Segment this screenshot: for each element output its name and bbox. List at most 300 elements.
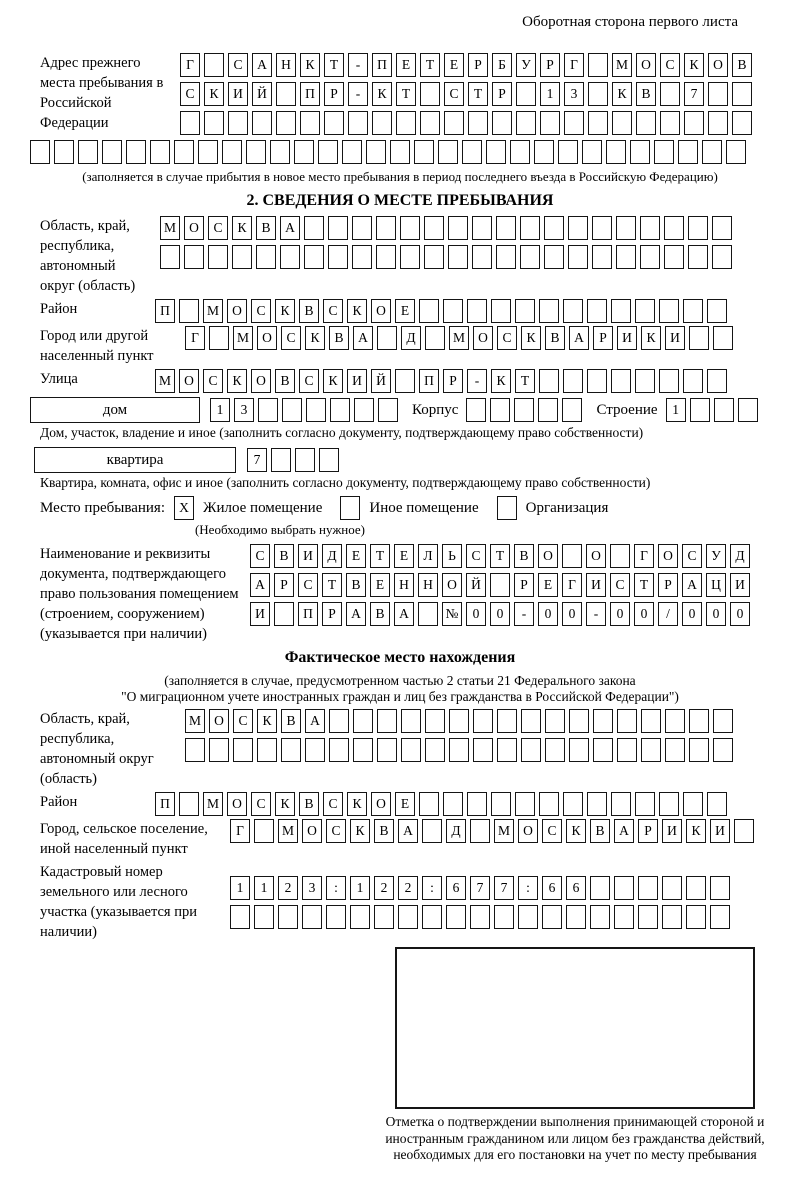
- char-cell[interactable]: [665, 738, 685, 762]
- char-cell[interactable]: 1: [254, 876, 274, 900]
- char-cell[interactable]: [473, 738, 493, 762]
- char-cell[interactable]: -: [348, 82, 368, 106]
- char-cell[interactable]: [689, 709, 709, 733]
- char-cell[interactable]: Р: [540, 53, 560, 77]
- char-cell[interactable]: [179, 792, 199, 816]
- char-cell[interactable]: С: [233, 709, 253, 733]
- char-cell[interactable]: [590, 876, 610, 900]
- char-cell[interactable]: А: [280, 216, 300, 240]
- char-cell[interactable]: [54, 140, 74, 164]
- char-cell[interactable]: [514, 398, 534, 422]
- char-cell[interactable]: [444, 111, 464, 135]
- char-cell[interactable]: А: [250, 573, 270, 597]
- char-cell[interactable]: В: [514, 544, 534, 568]
- char-cell[interactable]: Г: [230, 819, 250, 843]
- char-cell[interactable]: [588, 82, 608, 106]
- char-cell[interactable]: [587, 792, 607, 816]
- char-cell[interactable]: [295, 448, 315, 472]
- char-cell[interactable]: Е: [538, 573, 558, 597]
- char-cell[interactable]: В: [274, 544, 294, 568]
- char-cell[interactable]: К: [491, 369, 511, 393]
- char-cell[interactable]: 0: [538, 602, 558, 626]
- char-cell[interactable]: 1: [230, 876, 250, 900]
- char-cell[interactable]: В: [299, 299, 319, 323]
- char-cell[interactable]: [401, 709, 421, 733]
- char-cell[interactable]: [366, 140, 386, 164]
- char-cell[interactable]: О: [708, 53, 728, 77]
- char-cell[interactable]: [712, 245, 732, 269]
- char-cell[interactable]: [563, 369, 583, 393]
- char-cell[interactable]: П: [155, 299, 175, 323]
- char-cell[interactable]: [330, 398, 350, 422]
- char-cell[interactable]: [420, 111, 440, 135]
- char-cell[interactable]: [398, 905, 418, 929]
- char-cell[interactable]: В: [370, 602, 390, 626]
- char-cell[interactable]: [616, 216, 636, 240]
- char-cell[interactable]: [254, 905, 274, 929]
- char-cell[interactable]: Н: [418, 573, 438, 597]
- char-cell[interactable]: В: [590, 819, 610, 843]
- char-cell[interactable]: К: [232, 216, 252, 240]
- char-cell[interactable]: В: [299, 792, 319, 816]
- char-cell[interactable]: М: [203, 299, 223, 323]
- char-cell[interactable]: [468, 111, 488, 135]
- char-cell[interactable]: [496, 216, 516, 240]
- char-cell[interactable]: О: [251, 369, 271, 393]
- char-cell[interactable]: Г: [564, 53, 584, 77]
- char-cell[interactable]: [271, 448, 291, 472]
- char-cell[interactable]: [270, 140, 290, 164]
- char-cell[interactable]: 7: [470, 876, 490, 900]
- char-cell[interactable]: И: [710, 819, 730, 843]
- char-cell[interactable]: Р: [274, 573, 294, 597]
- char-cell[interactable]: К: [641, 326, 661, 350]
- char-cell[interactable]: С: [323, 792, 343, 816]
- char-cell[interactable]: [198, 140, 218, 164]
- char-cell[interactable]: [424, 245, 444, 269]
- char-cell[interactable]: Д: [401, 326, 421, 350]
- char-cell[interactable]: [588, 53, 608, 77]
- char-cell[interactable]: [180, 111, 200, 135]
- char-cell[interactable]: 0: [634, 602, 654, 626]
- char-cell[interactable]: К: [347, 792, 367, 816]
- char-cell[interactable]: [689, 326, 709, 350]
- char-cell[interactable]: [610, 544, 630, 568]
- char-cell[interactable]: О: [179, 369, 199, 393]
- char-cell[interactable]: [318, 140, 338, 164]
- char-cell[interactable]: 7: [684, 82, 704, 106]
- char-cell[interactable]: [472, 216, 492, 240]
- char-cell[interactable]: [276, 82, 296, 106]
- char-cell[interactable]: 1: [210, 398, 230, 422]
- char-cell[interactable]: У: [706, 544, 726, 568]
- char-cell[interactable]: Д: [322, 544, 342, 568]
- char-cell[interactable]: [635, 792, 655, 816]
- char-cell[interactable]: [545, 709, 565, 733]
- char-cell[interactable]: [664, 245, 684, 269]
- char-cell[interactable]: 0: [730, 602, 750, 626]
- char-cell[interactable]: [534, 140, 554, 164]
- char-cell[interactable]: [304, 216, 324, 240]
- char-cell[interactable]: [329, 738, 349, 762]
- char-cell[interactable]: [614, 905, 634, 929]
- char-cell[interactable]: [252, 111, 272, 135]
- char-cell[interactable]: [276, 111, 296, 135]
- char-cell[interactable]: [688, 216, 708, 240]
- char-cell[interactable]: В: [732, 53, 752, 77]
- char-cell[interactable]: 1: [350, 876, 370, 900]
- char-cell[interactable]: О: [636, 53, 656, 77]
- char-cell[interactable]: [222, 140, 242, 164]
- char-cell[interactable]: [562, 544, 582, 568]
- char-cell[interactable]: 7: [494, 876, 514, 900]
- char-cell[interactable]: О: [371, 792, 391, 816]
- char-cell[interactable]: [422, 905, 442, 929]
- char-cell[interactable]: [257, 738, 277, 762]
- char-cell[interactable]: [233, 738, 253, 762]
- char-cell[interactable]: [376, 216, 396, 240]
- char-cell[interactable]: [635, 299, 655, 323]
- char-cell[interactable]: В: [374, 819, 394, 843]
- char-cell[interactable]: Е: [346, 544, 366, 568]
- char-cell[interactable]: [544, 216, 564, 240]
- char-cell[interactable]: [306, 398, 326, 422]
- char-cell[interactable]: [400, 216, 420, 240]
- char-cell[interactable]: [352, 216, 372, 240]
- char-cell[interactable]: [490, 573, 510, 597]
- char-cell[interactable]: [562, 398, 582, 422]
- char-cell[interactable]: 0: [706, 602, 726, 626]
- char-cell[interactable]: [490, 398, 510, 422]
- char-cell[interactable]: Р: [324, 82, 344, 106]
- char-cell[interactable]: [636, 111, 656, 135]
- char-cell[interactable]: [302, 905, 322, 929]
- char-cell[interactable]: -: [348, 53, 368, 77]
- char-cell[interactable]: Т: [322, 573, 342, 597]
- char-cell[interactable]: С: [180, 82, 200, 106]
- char-cell[interactable]: И: [662, 819, 682, 843]
- char-cell[interactable]: [683, 369, 703, 393]
- char-cell[interactable]: А: [346, 602, 366, 626]
- char-cell[interactable]: [640, 245, 660, 269]
- char-cell[interactable]: [372, 111, 392, 135]
- char-cell[interactable]: 0: [562, 602, 582, 626]
- char-cell[interactable]: С: [660, 53, 680, 77]
- char-cell[interactable]: [209, 326, 229, 350]
- char-cell[interactable]: Е: [395, 299, 415, 323]
- char-cell[interactable]: С: [323, 299, 343, 323]
- char-cell[interactable]: [710, 876, 730, 900]
- char-cell[interactable]: К: [521, 326, 541, 350]
- char-cell[interactable]: [467, 299, 487, 323]
- char-cell[interactable]: [515, 792, 535, 816]
- char-cell[interactable]: [713, 738, 733, 762]
- char-cell[interactable]: [328, 245, 348, 269]
- char-cell[interactable]: [678, 140, 698, 164]
- char-cell[interactable]: [342, 140, 362, 164]
- char-cell[interactable]: О: [227, 299, 247, 323]
- char-cell[interactable]: А: [394, 602, 414, 626]
- char-cell[interactable]: О: [518, 819, 538, 843]
- char-cell[interactable]: [640, 216, 660, 240]
- char-cell[interactable]: [714, 398, 734, 422]
- char-cell[interactable]: [185, 738, 205, 762]
- char-cell[interactable]: М: [155, 369, 175, 393]
- char-cell[interactable]: [348, 111, 368, 135]
- char-cell[interactable]: [278, 905, 298, 929]
- char-cell[interactable]: [635, 369, 655, 393]
- char-cell[interactable]: С: [251, 792, 271, 816]
- char-cell[interactable]: [713, 326, 733, 350]
- char-cell[interactable]: [232, 245, 252, 269]
- char-cell[interactable]: [419, 792, 439, 816]
- char-cell[interactable]: С: [299, 369, 319, 393]
- char-cell[interactable]: [569, 738, 589, 762]
- char-cell[interactable]: К: [305, 326, 325, 350]
- char-cell[interactable]: [690, 398, 710, 422]
- char-cell[interactable]: [491, 299, 511, 323]
- char-cell[interactable]: [472, 245, 492, 269]
- char-cell[interactable]: И: [586, 573, 606, 597]
- char-cell[interactable]: Е: [444, 53, 464, 77]
- char-cell[interactable]: К: [372, 82, 392, 106]
- char-cell[interactable]: [612, 111, 632, 135]
- char-cell[interactable]: П: [298, 602, 318, 626]
- char-cell[interactable]: [422, 819, 442, 843]
- char-cell[interactable]: [593, 738, 613, 762]
- char-cell[interactable]: [376, 245, 396, 269]
- char-cell[interactable]: [617, 738, 637, 762]
- char-cell[interactable]: [377, 709, 397, 733]
- char-cell[interactable]: У: [516, 53, 536, 77]
- char-cell[interactable]: Г: [562, 573, 582, 597]
- char-cell[interactable]: [660, 82, 680, 106]
- char-cell[interactable]: [520, 216, 540, 240]
- char-cell[interactable]: 0: [490, 602, 510, 626]
- char-cell[interactable]: Т: [420, 53, 440, 77]
- char-cell[interactable]: Р: [443, 369, 463, 393]
- char-cell[interactable]: [126, 140, 146, 164]
- char-cell[interactable]: А: [305, 709, 325, 733]
- char-cell[interactable]: О: [209, 709, 229, 733]
- char-cell[interactable]: [683, 792, 703, 816]
- char-cell[interactable]: О: [302, 819, 322, 843]
- char-cell[interactable]: С: [542, 819, 562, 843]
- char-cell[interactable]: Р: [658, 573, 678, 597]
- char-cell[interactable]: [304, 245, 324, 269]
- char-cell[interactable]: [448, 216, 468, 240]
- char-cell[interactable]: [449, 738, 469, 762]
- char-cell[interactable]: М: [494, 819, 514, 843]
- char-cell[interactable]: И: [298, 544, 318, 568]
- char-cell[interactable]: [539, 369, 559, 393]
- char-cell[interactable]: [438, 140, 458, 164]
- char-cell[interactable]: [491, 792, 511, 816]
- char-cell[interactable]: -: [467, 369, 487, 393]
- char-cell[interactable]: 6: [566, 876, 586, 900]
- char-cell[interactable]: [329, 709, 349, 733]
- char-cell[interactable]: [425, 709, 445, 733]
- char-cell[interactable]: А: [398, 819, 418, 843]
- char-cell[interactable]: Т: [370, 544, 390, 568]
- char-cell[interactable]: [467, 792, 487, 816]
- char-cell[interactable]: [497, 709, 517, 733]
- char-cell[interactable]: 6: [446, 876, 466, 900]
- char-cell[interactable]: [664, 216, 684, 240]
- char-cell[interactable]: С: [250, 544, 270, 568]
- char-cell[interactable]: Р: [322, 602, 342, 626]
- char-cell[interactable]: [518, 905, 538, 929]
- char-cell[interactable]: К: [275, 299, 295, 323]
- char-cell[interactable]: М: [203, 792, 223, 816]
- char-cell[interactable]: [494, 905, 514, 929]
- char-cell[interactable]: [683, 299, 703, 323]
- char-cell[interactable]: О: [538, 544, 558, 568]
- char-cell[interactable]: [544, 245, 564, 269]
- char-cell[interactable]: 2: [278, 876, 298, 900]
- char-cell[interactable]: [732, 82, 752, 106]
- char-cell[interactable]: :: [326, 876, 346, 900]
- char-cell[interactable]: Т: [324, 53, 344, 77]
- char-cell[interactable]: [702, 140, 722, 164]
- char-cell[interactable]: [539, 792, 559, 816]
- char-cell[interactable]: 0: [682, 602, 702, 626]
- char-cell[interactable]: [510, 140, 530, 164]
- char-cell[interactable]: К: [300, 53, 320, 77]
- char-cell[interactable]: [324, 111, 344, 135]
- char-cell[interactable]: -: [514, 602, 534, 626]
- char-cell[interactable]: [150, 140, 170, 164]
- char-cell[interactable]: [708, 111, 728, 135]
- char-cell[interactable]: [587, 369, 607, 393]
- char-cell[interactable]: [659, 792, 679, 816]
- char-cell[interactable]: [588, 111, 608, 135]
- char-cell[interactable]: [662, 876, 682, 900]
- char-cell[interactable]: С: [228, 53, 248, 77]
- char-cell[interactable]: [568, 245, 588, 269]
- char-cell[interactable]: М: [185, 709, 205, 733]
- char-cell[interactable]: [689, 738, 709, 762]
- char-cell[interactable]: Р: [492, 82, 512, 106]
- char-cell[interactable]: [542, 905, 562, 929]
- char-cell[interactable]: [414, 140, 434, 164]
- char-cell[interactable]: [486, 140, 506, 164]
- char-cell[interactable]: Л: [418, 544, 438, 568]
- char-cell[interactable]: Г: [185, 326, 205, 350]
- char-cell[interactable]: И: [665, 326, 685, 350]
- char-cell[interactable]: М: [160, 216, 180, 240]
- char-cell[interactable]: [587, 299, 607, 323]
- char-cell[interactable]: [246, 140, 266, 164]
- char-cell[interactable]: [688, 245, 708, 269]
- char-cell[interactable]: Р: [593, 326, 613, 350]
- char-cell[interactable]: В: [636, 82, 656, 106]
- char-cell[interactable]: 3: [564, 82, 584, 106]
- char-cell[interactable]: С: [444, 82, 464, 106]
- char-cell[interactable]: [568, 216, 588, 240]
- char-cell[interactable]: [662, 905, 682, 929]
- char-cell[interactable]: С: [497, 326, 517, 350]
- char-cell[interactable]: О: [473, 326, 493, 350]
- char-cell[interactable]: [396, 111, 416, 135]
- char-cell[interactable]: С: [682, 544, 702, 568]
- char-cell[interactable]: [497, 738, 517, 762]
- checkbox-other-premises[interactable]: [340, 496, 360, 520]
- char-cell[interactable]: [616, 245, 636, 269]
- char-cell[interactable]: К: [684, 53, 704, 77]
- char-cell[interactable]: [378, 398, 398, 422]
- char-cell[interactable]: [520, 245, 540, 269]
- char-cell[interactable]: Т: [396, 82, 416, 106]
- char-cell[interactable]: [443, 792, 463, 816]
- char-cell[interactable]: [258, 398, 278, 422]
- char-cell[interactable]: [582, 140, 602, 164]
- char-cell[interactable]: О: [184, 216, 204, 240]
- char-cell[interactable]: 2: [398, 876, 418, 900]
- char-cell[interactable]: [281, 738, 301, 762]
- char-cell[interactable]: [352, 245, 372, 269]
- char-cell[interactable]: :: [518, 876, 538, 900]
- char-cell[interactable]: 3: [302, 876, 322, 900]
- char-cell[interactable]: К: [275, 792, 295, 816]
- char-cell[interactable]: [400, 245, 420, 269]
- char-cell[interactable]: 7: [247, 448, 267, 472]
- char-cell[interactable]: К: [566, 819, 586, 843]
- char-cell[interactable]: [473, 709, 493, 733]
- char-cell[interactable]: [300, 111, 320, 135]
- char-cell[interactable]: К: [612, 82, 632, 106]
- char-cell[interactable]: К: [227, 369, 247, 393]
- char-cell[interactable]: [209, 738, 229, 762]
- char-cell[interactable]: Т: [490, 544, 510, 568]
- char-cell[interactable]: [569, 709, 589, 733]
- char-cell[interactable]: [204, 111, 224, 135]
- char-cell[interactable]: 2: [374, 876, 394, 900]
- char-cell[interactable]: Й: [252, 82, 272, 106]
- char-cell[interactable]: [174, 140, 194, 164]
- char-cell[interactable]: 1: [540, 82, 560, 106]
- char-cell[interactable]: [160, 245, 180, 269]
- char-cell[interactable]: [424, 216, 444, 240]
- char-cell[interactable]: И: [617, 326, 637, 350]
- char-cell[interactable]: [545, 738, 565, 762]
- char-cell[interactable]: В: [545, 326, 565, 350]
- char-cell[interactable]: [446, 905, 466, 929]
- char-cell[interactable]: 0: [610, 602, 630, 626]
- char-cell[interactable]: :: [422, 876, 442, 900]
- char-cell[interactable]: С: [203, 369, 223, 393]
- char-cell[interactable]: М: [278, 819, 298, 843]
- char-cell[interactable]: -: [586, 602, 606, 626]
- char-cell[interactable]: Ь: [442, 544, 462, 568]
- char-cell[interactable]: [590, 905, 610, 929]
- char-cell[interactable]: [350, 905, 370, 929]
- char-cell[interactable]: [254, 819, 274, 843]
- char-cell[interactable]: [443, 299, 463, 323]
- char-cell[interactable]: [713, 709, 733, 733]
- char-cell[interactable]: Ц: [706, 573, 726, 597]
- char-cell[interactable]: К: [204, 82, 224, 106]
- char-cell[interactable]: Й: [371, 369, 391, 393]
- char-cell[interactable]: Е: [370, 573, 390, 597]
- char-cell[interactable]: [470, 819, 490, 843]
- char-cell[interactable]: [593, 709, 613, 733]
- char-cell[interactable]: К: [347, 299, 367, 323]
- char-cell[interactable]: О: [442, 573, 462, 597]
- char-cell[interactable]: О: [257, 326, 277, 350]
- char-cell[interactable]: А: [353, 326, 373, 350]
- char-cell[interactable]: [592, 216, 612, 240]
